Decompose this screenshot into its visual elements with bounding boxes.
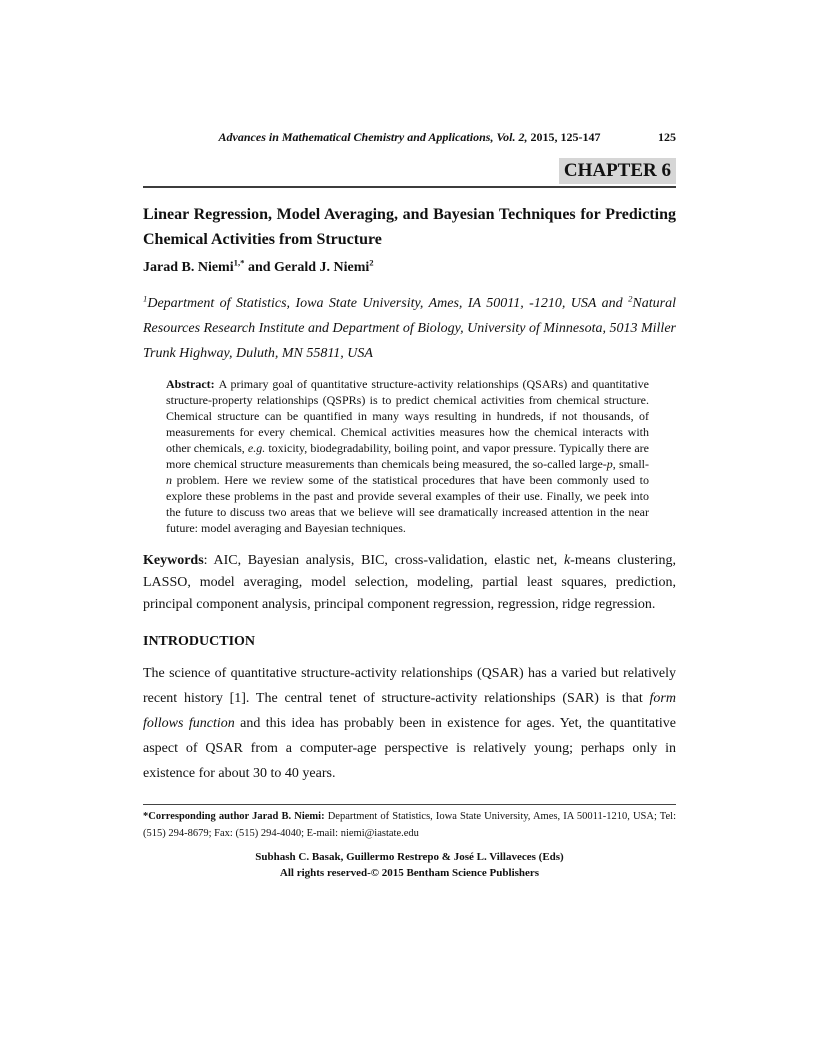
- page-content: [143, 0, 676, 881]
- page-number: 125: [658, 130, 676, 144]
- introduction-paragraph: The science of quantitative structure-activity relationships (QSAR) has a varied but relatively recent history [1]. The central tenet of structure-activity relationships (SAR) is that form follows function and this idea has probably been in existence for ages. Yet, the quantitative aspect of QSAR from a computer-age perspective is relatively young; perhaps only in existence for about 30 to 40 years.: [143, 666, 676, 781]
- chapter-title: Linear Regression, Model Averaging, and Bayesian Techniques for Predicting Chemical Activities from Structure: [143, 206, 676, 248]
- footnote-divider: [143, 804, 676, 805]
- footer-editors: Subhash C. Basak, Guillermo Restrepo & José L. Villaveces (Eds): [255, 851, 564, 863]
- running-header: [143, 130, 676, 145]
- header-divider: [143, 186, 676, 188]
- affiliations: $^1$Department of Statistics, Iowa State University, Ames, IA 50011, -1210, USA and $^2$Natural Resources Research Institute and Department of Biology, University of Minnesota, 5013 Miller Trunk Highway, Duluth, MN 55811, USA: [143, 293, 676, 361]
- footer-rights: All rights reserved-© 2015 Bentham Science Publishers: [279, 867, 540, 879]
- chapter-heading: CHAPTER 6: [559, 158, 676, 184]
- authors-line: Jarad B. Niemi$^{1,*}$ and Gerald J. Niemi$^2$: [143, 257, 374, 275]
- journal-citation: Advances in Mathematical Chemistry and Applications, Vol. 2, 2015, 125-147: [218, 130, 601, 144]
- publisher-footer: [143, 849, 676, 881]
- introduction-heading: INTRODUCTION: [143, 634, 256, 649]
- abstract-paragraph: Abstract: A primary goal of quantitative structure-activity relationships (QSARs) and quantitative structure-property relationships (QSPRs) is to predict chemical activities from chemical structure. Chemical structure can be quantified in many ways resulting in hundreds, if not thousands, of measurements for every chemical. Chemical activities measures how the chemical interacts with other chemicals, e.g. toxicity, biodegradability, boiling point, and vapor pressure. Typically there are more chemical structure measurements than chemicals being measured, the so-called large-p, small-n problem. Here we review some of the statistical procedures that have been commonly used to explore these problems in the past and provide several examples of their use. Finally, we peek into the future to discuss two areas that we believe will see dramatically increased attention in the near future: model averaging and Bayesian techniques.: [166, 377, 649, 535]
- keywords-paragraph: Keywords: AIC, Bayesian analysis, BIC, cross-validation, elastic net, k-means clustering, LASSO, model averaging, model selection, modeling, partial least squares, prediction, principal component analysis, principal component regression, regression, ridge regression.: [143, 553, 676, 612]
- corresponding-author-footnote: *Corresponding author Jarad B. Niemi: Department of Statistics, Iowa State University, Ames, IA 50011-1210, USA; Tel: (515) 294-8679; Fax: (515) 294-4040; E-mail: niemi@iastate.edu: [143, 811, 676, 839]
